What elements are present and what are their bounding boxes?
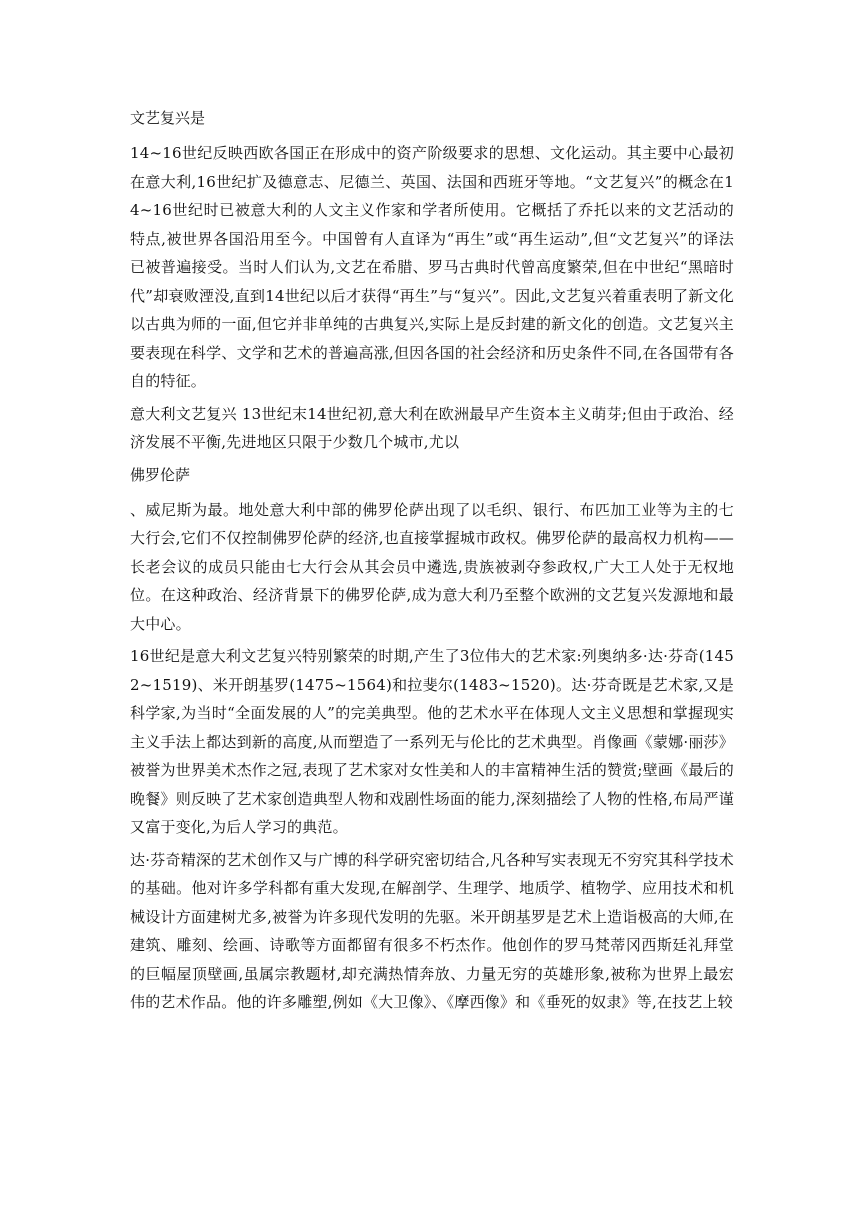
paragraph-renaissance-overview: 14~16世纪反映西欧各国正在形成中的资产阶级要求的思想、文化运动。其主要中心最初在意大利,16世纪扩及德意志、尼德兰、英国、法国和西班牙等地。“文艺复兴”的概念在14~16世纪时已被意大利的人文主义作家和学者所使用。它概括了乔托以来的文艺活动的特点,被世界各国沿用至今。中国曾有人直译为“再生”或“再生运动”,但“文艺复兴”的译法已被普遍接受。当时人们认为,文艺在希腊、罗马古典时代曾高度繁荣,但在中世纪“黑暗时代”却衰败湮没,直到14世纪以后才获得“再生”与“复兴”。因此,文艺复兴着重表明了新文化以古典为师的一面,但它并非单纯的古典复兴,实际上是反封建的新文化的创造。文艺复兴主要表现在科学、文学和艺术的普遍高涨,但因各国的社会经济和历史条件不同,在各国带有各自的特征。 bbox=[130, 144, 734, 390]
document-body bbox=[130, 104, 734, 1021]
paragraph-florence-venice: 、威尼斯为最。地处意大利中部的佛罗伦萨出现了以毛织、银行、布匹加工业等为主的七大行会,它们不仅控制佛罗伦萨的经济,也直接掌握城市政权。佛罗伦萨的最高权力机构——长老会议的成员只能由七大行会从其会员中遴选,贵族被剥夺参政权,广大工人处于无权地位。在这种政治、经济背景下的佛罗伦萨,成为意大利乃至整个欧洲的文艺复兴发源地和最大中心。 bbox=[130, 500, 734, 633]
section-heading-renaissance: 文艺复兴是 bbox=[130, 109, 206, 127]
paragraph-sixteenth-century-artists: 16世纪是意大利文艺复兴特别繁荣的时期,产生了3位伟大的艺术家:列奥纳多·达·芬奇(1452~1519)、米开朗基罗(1475~1564)和拉斐尔(1483~1520)。达·芬奇既是艺术家,又是科学家,为当时“全面发展的人”的完美典型。他的艺术水平在体现人文主义思想和掌握现实主义手法上都达到新的高度,从而塑造了一系列无与伦比的艺术典型。肖像画《蒙娜·丽莎》被誉为世界美术杰作之冠,表现了艺术家对女性美和人的丰富精神生活的赞赏;壁画《最后的晚餐》则反映了艺术家创造典型人物和戏剧性场面的能力,深刻描绘了人物的性格,布局严谨又富于变化,为后人学习的典范。 bbox=[130, 647, 734, 836]
paragraph-da-vinci-michelangelo: 达·芬奇精深的艺术创作又与广博的科学研究密切结合,凡各种写实表现无不穷究其科学技术的基础。他对许多学科都有重大发现,在解剖学、生理学、地质学、植物学、应用技术和机械设计方面建树尤多,被誉为许多现代发明的先驱。米开朗基罗是艺术上造诣极高的大师,在建筑、雕刻、绘画、诗歌等方面都留有很多不朽杰作。他创作的罗马梵蒂冈西斯廷礼拜堂的巨幅屋顶壁画,虽属宗教题材,却充满热情奔放、力量无穷的英雄形象,被称为世界上最宏伟的艺术作品。他的许多雕塑,例如《大卫像》、《摩西像》和《垂死的奴隶》等,在技艺上较 bbox=[130, 850, 734, 1011]
paragraph-italian-renaissance: 意大利文艺复兴 13世纪末14世纪初,意大利在欧洲最早产生资本主义萌芽;但由于政治、经济发展不平衡,先进地区只限于少数几个城市,尤以 bbox=[130, 404, 734, 451]
section-heading-florence: 佛罗伦萨 bbox=[130, 465, 191, 484]
